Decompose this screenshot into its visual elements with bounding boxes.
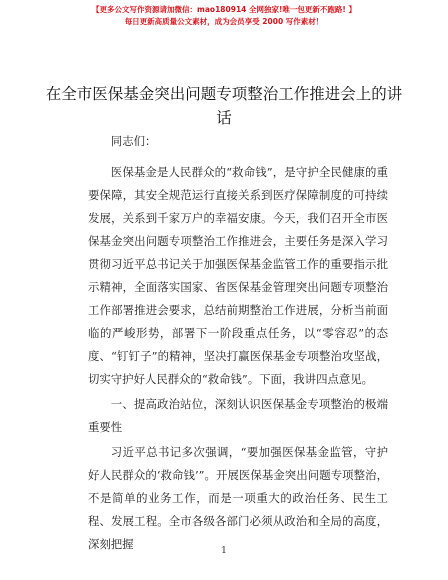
promo-banner bbox=[0, 4, 448, 28]
document-body bbox=[88, 130, 388, 558]
section-heading-1: 一、提高政治站位，深刻认识医保基金专项整治的极端重要性 bbox=[88, 397, 388, 434]
paragraph-section-1: 习近平总书记多次强调，“要加强医保基金监管，守护好人民群众的‘救命钱’”。开展医保基金突出问题专项整治，不是简单的业务工作，而是一项重大的政治任务、民生工程、发展工程。全市各级各部门必须从政治和全局的高度，深刻把握 bbox=[88, 445, 388, 551]
document-title: 在全市医保基金突出问题专项整治工作推进会上的讲话 bbox=[45, 85, 403, 127]
page-number: 1 bbox=[221, 546, 227, 556]
paragraph-intro: 医保基金是人民群众的“救命钱”，是守护全民健康的重要保障，其安全规范运行直接关系到医疗保障制度的可持续发展，关系到千家万户的幸福安康。今天，我们召开全市医保基金突出问题专项整治工作推进会，主要任务是深入学习贯彻习近平总书记关于加强医保基金监管工作的重要指示批示精神，全面落实国家、省医保基金管理突出问题专项整治工作部署推进会要求，总结前期整治工作进展，分析当前面临的严峻形势，部署下一阶段重点任务，以“零容忍”的态度、“钉钉子”的精神，坚决打赢医保基金专项整治攻坚战，切实守护好人民群众的“救命钱”。下面，我讲四点意见。 bbox=[88, 165, 388, 386]
salutation: 同志们： bbox=[110, 134, 157, 148]
promo-banner-line-2: 每日更新高质量公文素材，成为会员享受 2000 写作素材！ bbox=[124, 17, 324, 26]
promo-banner-line-1: 【更多公文写作资源请加微信：mao180914 全网独家!唯一包更新不跑路! 】 bbox=[92, 5, 356, 14]
